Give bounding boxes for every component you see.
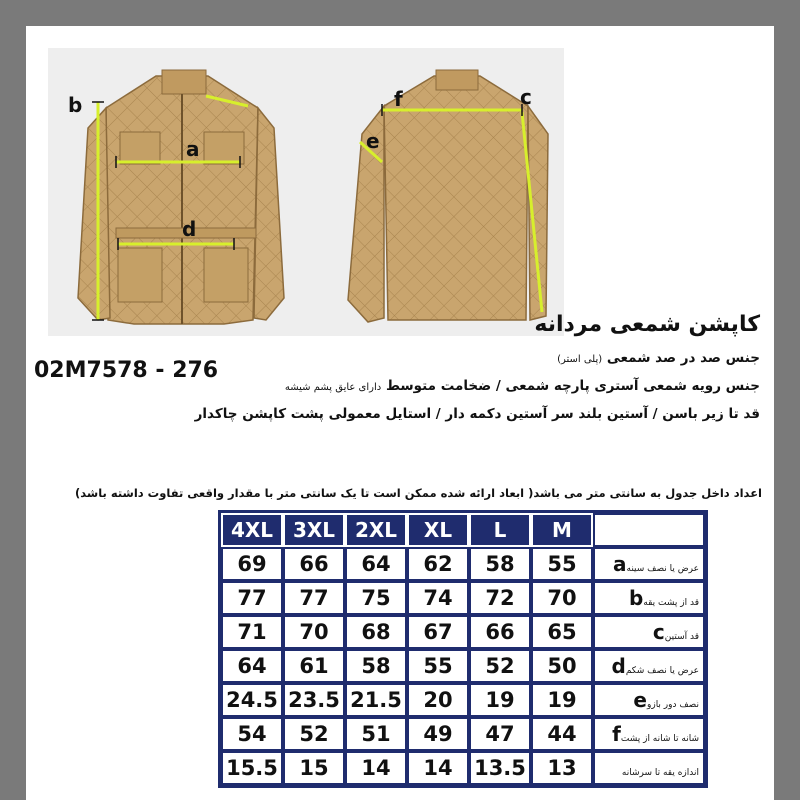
fabric-text: جنس صد در صد شمعی [606,350,760,366]
row-letter: c [652,620,665,644]
table-cell: 67 [407,615,469,649]
row-letter: f [612,722,621,746]
row-letter: d [611,654,626,678]
lining-line [285,378,760,394]
table-row [221,649,705,683]
table-cell: 77 [221,581,283,615]
table-cell: 15 [283,751,345,785]
product-photo [48,48,564,336]
table-cell: 19 [469,683,531,717]
table-row [221,581,705,615]
table-cell: 69 [221,547,283,581]
row-label [593,581,705,615]
row-label [593,615,705,649]
table-cell: 50 [531,649,593,683]
label-b: b [68,93,83,117]
row-letter: e [633,688,647,712]
table-cell: 49 [407,717,469,751]
row-letter: b [628,586,644,610]
header-blank-cell [593,513,705,547]
row-label [593,649,705,683]
table-cell: 15.5 [221,751,283,785]
row-label [593,751,705,785]
table-cell: 47 [469,717,531,751]
size-header-row [221,513,705,547]
size-header: 2XL [345,513,407,547]
table-cell: 66 [283,547,345,581]
label-c: c [520,85,532,109]
table-cell: 61 [283,649,345,683]
table-cell: 58 [469,547,531,581]
row-label-text: شانه تا شانه از پشت [620,734,699,744]
row-label-text: عرض یا نصف شکم [625,666,699,676]
size-header: 4XL [221,513,283,547]
table-row [221,615,705,649]
table-row [221,547,705,581]
size-header: 3XL [283,513,345,547]
table-cell: 77 [283,581,345,615]
table-cell: 20 [407,683,469,717]
label-e: e [366,129,380,153]
row-label-text: اندازه یقه تا سرشانه [621,768,699,778]
table-cell: 72 [469,581,531,615]
table-cell: 51 [345,717,407,751]
table-row [221,717,705,751]
product-code: 02M7578 - 276 [34,358,219,383]
table-cell: 74 [407,581,469,615]
table-cell: 14 [345,751,407,785]
table-cell: 21.5 [345,683,407,717]
jacket-diagram [48,48,564,336]
table-cell: 68 [345,615,407,649]
label-a: a [186,137,200,161]
size-header: M [531,513,593,547]
table-cell: 65 [531,615,593,649]
table-cell: 44 [531,717,593,751]
size-header: XL [407,513,469,547]
row-label [593,547,705,581]
table-cell: 70 [283,615,345,649]
table-cell: 62 [407,547,469,581]
fabric-note: (پلی استر) [557,354,603,365]
row-label [593,717,705,751]
row-label-text: قد از پشت یقه [643,598,699,608]
table-cell: 54 [221,717,283,751]
table-cell: 23.5 [283,683,345,717]
style-line: قد تا زیر باسن / آستین بلند سر آستین دکمه دار / استایل معمولی پشت کاپشن چاکدار [194,406,760,422]
table-cell: 24.5 [221,683,283,717]
table-cell: 13.5 [469,751,531,785]
row-letter: a [613,552,627,576]
label-f: f [394,87,403,111]
back-jacket [348,70,548,322]
label-d: d [182,217,197,241]
fabric-line [557,350,760,366]
row-label [593,683,705,717]
table-cell: 52 [469,649,531,683]
table-cell: 64 [345,547,407,581]
table-cell: 70 [531,581,593,615]
row-label-text: نصف دور بازو [647,700,699,710]
table-row [221,751,705,785]
row-label-text: قد آستین [664,632,699,642]
table-row [221,683,705,717]
table-note: اعداد داخل جدول به سانتی متر می باشد( ابعاد ارائه شده ممکن است تا یک سانتی متر با مقدار واقعی تفاوت داشته باشد) [75,486,762,500]
table-cell: 55 [531,547,593,581]
table-cell: 58 [345,649,407,683]
table-cell: 75 [345,581,407,615]
table-cell: 55 [407,649,469,683]
row-label-text: عرض یا نصف سینه [626,564,699,574]
table-cell: 71 [221,615,283,649]
lining-note: دارای عایق پشم شیشه [284,382,382,393]
table-cell: 19 [531,683,593,717]
size-header: L [469,513,531,547]
table-cell: 66 [469,615,531,649]
front-jacket [78,70,284,324]
table-cell: 13 [531,751,593,785]
size-table [218,510,708,788]
table-cell: 64 [221,649,283,683]
table-cell: 52 [283,717,345,751]
table-cell: 14 [407,751,469,785]
lining-text: جنس رویه شمعی آستری پارچه شمعی / ضخامت متوسط [385,378,760,394]
product-title: کاپشن شمعی مردانه [534,312,760,337]
